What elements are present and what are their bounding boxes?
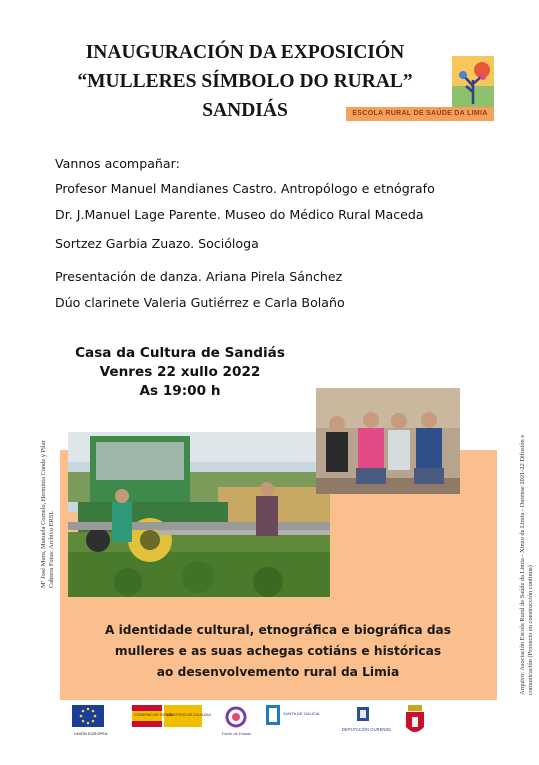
guest-item: Sortzez Garbia Zuazo. Socióloga [55, 236, 259, 251]
title-line-1: INAUGURACIÓN DA EXPOSICIÓN [85, 42, 405, 63]
school-logo-label: ESCOLA RURAL DE SAÚDE DA LIMIA [346, 107, 494, 121]
guest-item: Dr. J.Manuel Lage Parente. Museo do Médico Rural Maceda [55, 207, 424, 222]
exhibition-description [68, 620, 488, 683]
ministry-label: MINISTERIO DE IGUALDAD [166, 713, 212, 717]
archive-caption: Arquivo: Asociación Escola Rural de Saúde da Limia - Xinzo de Limia - Ourense 2021-22 Difusión e comunicación (Proxecto en construcción continua) [519, 434, 534, 695]
pacto-estado-logo-icon [222, 705, 258, 745]
description-line-1: A identidade cultural, etnográfica e biográfica das [104, 623, 452, 637]
venue-info [60, 344, 300, 401]
spain-gov-label: GOBIERNO DE ESPAÑA [134, 713, 174, 717]
spain-government-logo-icon [132, 705, 212, 745]
description-line-2: mulleres e as suas achegas cotiáns e históricas [114, 644, 442, 658]
photo-caption: Mª José Muro, Manuela Cornelo, Herminia Conde y Pilar Cabrera Fotos: Archivo ERSL [40, 440, 55, 588]
photo-four-women [316, 388, 460, 494]
venue-date: Venres 22 xullo 2022 [99, 364, 261, 380]
eu-flag-icon [72, 705, 108, 745]
school-logo-icon [452, 56, 494, 108]
sandias-coat-of-arms-icon [404, 705, 428, 745]
title-line-3: SANDIÁS [202, 100, 288, 121]
eu-label: UNIÓN EUROPEA [74, 731, 108, 736]
pacto-label: Pacto de Estado [222, 731, 252, 736]
xunta-label: XUNTA DE GALICIA [283, 711, 320, 716]
guest-item: Profesor Manuel Mandianes Castro. Antropólogo e etnógrafo [55, 181, 435, 196]
description-line-3: ao desenvolvemento rural da Limia [156, 665, 400, 679]
guest-item: Presentación de danza. Ariana Pirela Sánchez [55, 269, 343, 284]
deputacion-label: DEPUTACIÓN OURENSE [342, 727, 392, 732]
guest-item: Dúo clarinete Valeria Gutiérrez e Carla Bolaño [55, 295, 345, 310]
deputacion-logo-icon [342, 705, 392, 745]
sponsor-strip [0, 705, 539, 750]
photo-tractor-field [68, 432, 330, 597]
xunta-logo-icon [266, 705, 330, 745]
title-line-2: “MULLERES SÍMBOLO DO RURAL” [77, 71, 413, 92]
venue-place: Casa da Cultura de Sandiás [75, 345, 285, 361]
guest-intro: Vannos acompañar: [55, 156, 180, 171]
venue-time: As 19:00 h [139, 383, 221, 399]
